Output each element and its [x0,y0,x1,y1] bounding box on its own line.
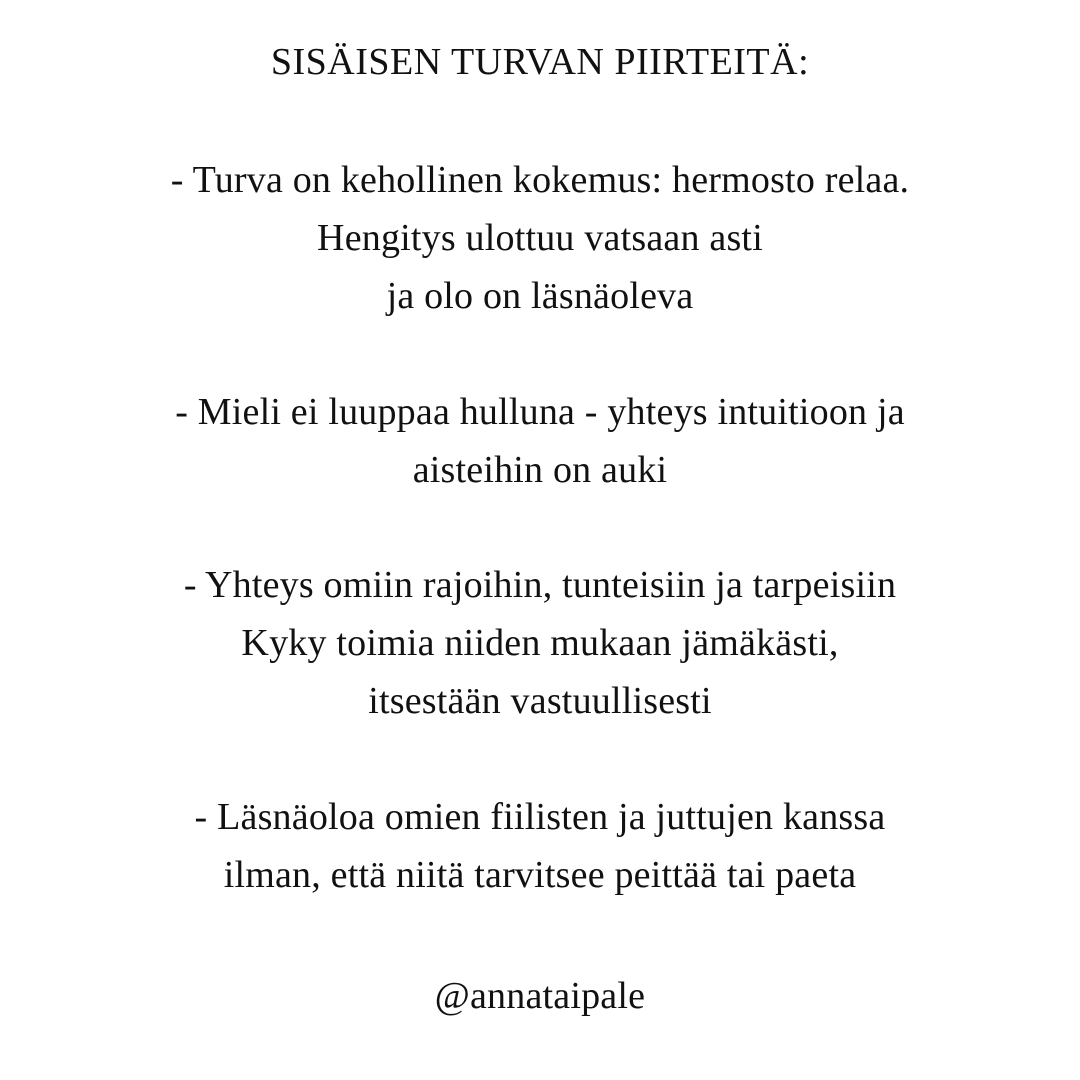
point-1-line-2: Hengitys ulottuu vatsaan asti [317,217,763,259]
point-3-line-3: itsestään vastuullisesti [368,680,712,722]
point-4-line-2: ilman, että niitä tarvitsee peittää tai paeta [223,854,857,896]
point-4-line-1: - Läsnäoloa omien fiilisten ja juttujen kanssa [194,796,886,838]
point-3-line-1: - Yhteys omiin rajoihin, tunteisiin ja tarpeisiin [183,564,897,606]
point-2-line-1: - Mieli ei luuppaa hulluna - yhteys intuitioon ja [175,391,905,433]
point-1-line-3: ja olo on läsnäoleva [386,275,694,317]
point-2-line-2: aisteihin on auki [412,449,668,491]
author-handle: @annataipale [434,975,646,1017]
point-3-line-2: Kyky toimia niiden mukaan jämäkästi, [241,622,839,664]
post-title: SISÄISEN TURVAN PIIRTEITÄ: [270,41,810,83]
point-1-line-1: - Turva on kehollinen kokemus: hermosto relaa. [170,159,910,201]
